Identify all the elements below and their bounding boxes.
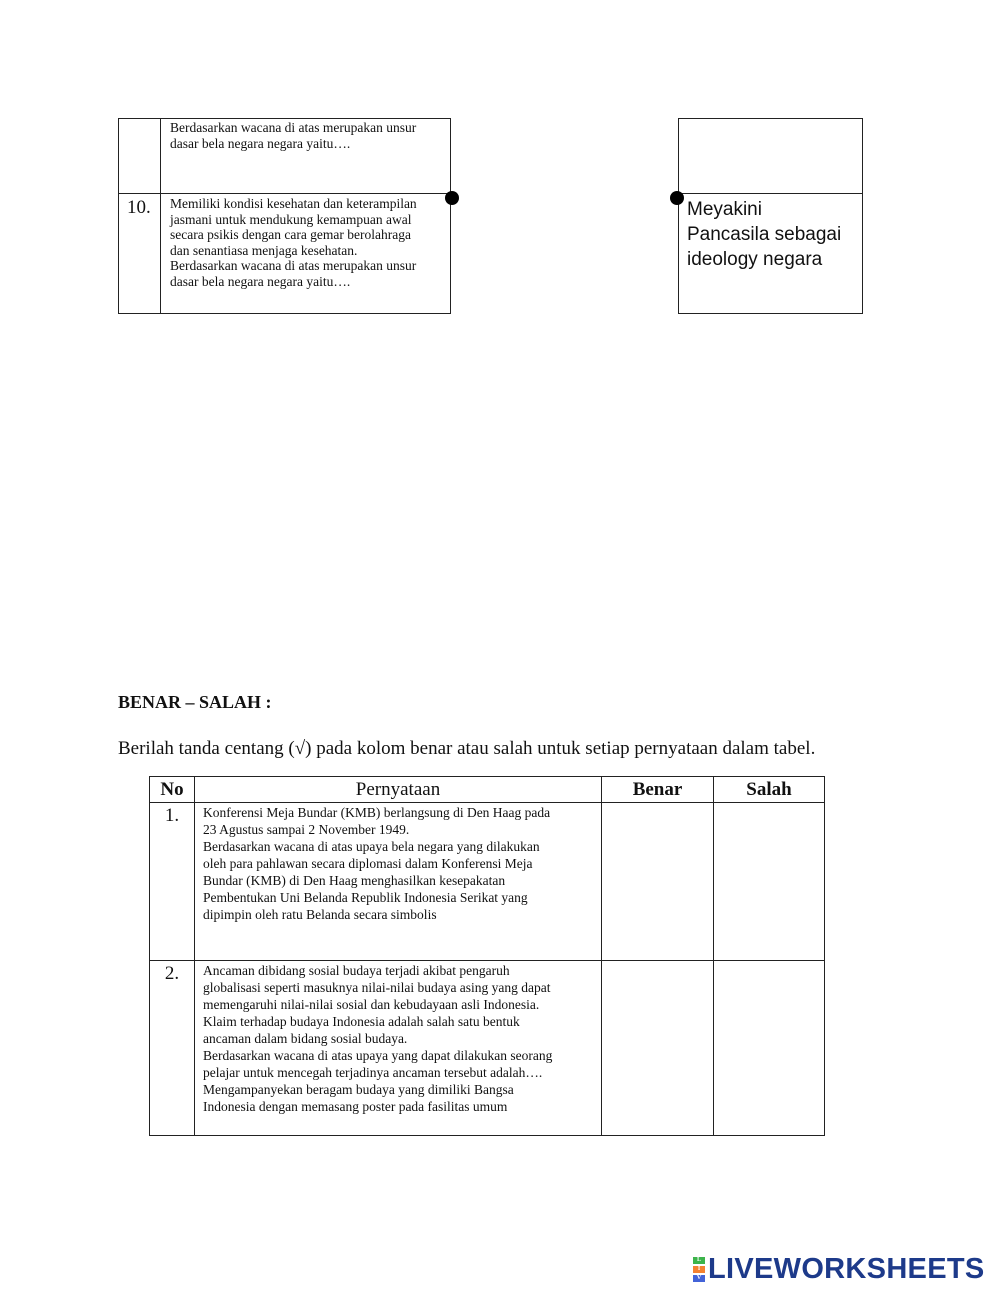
- row2-statement: Ancaman dibidang sosial budaya terjadi akibat pengaruh globalisasi seperti masuknya nilai-nilai budaya asing yang dapat memengaruhi nilai-nilai sosial dan kebudayaan asli Indonesia. Klaim terhadap budaya Indonesia adalah salah satu bentuk ancaman dalam bidang sosial budaya. Berdasarkan wacana di atas upaya yang dapat dilakukan seorang pelajar untuk mencegah terjadinya ancaman tersebut adalah…. Mengampanyekan beragam budaya yang dimiliki Bangsa Indonesia dengan memasang poster pada fasilitas umum: [195, 961, 602, 1136]
- matching-right-dot-10[interactable]: [670, 191, 684, 205]
- benar-salah-table: [149, 776, 825, 1136]
- header-salah: Salah: [714, 777, 825, 803]
- header-statement: Pernyataan: [195, 777, 602, 803]
- matching-row9-question-cell: [160, 118, 451, 194]
- row2-benar-checkbox[interactable]: [602, 961, 714, 1136]
- matching-row10-number-cell: [118, 193, 161, 314]
- row2-number: 2.: [150, 961, 195, 1136]
- row2-salah-checkbox[interactable]: [714, 961, 825, 1136]
- row1-number: 1.: [150, 803, 195, 961]
- matching-row9-number-cell: [118, 118, 161, 194]
- matching-row9-text: Berdasarkan wacana di atas merupakan unsur dasar bela negara negara yaitu….: [170, 120, 417, 151]
- matching-answer10-text: Meyakini Pancasila sebagai ideology negara: [687, 199, 842, 270]
- header-no: No: [150, 777, 195, 803]
- benar-salah-instruction: Berilah tanda centang (√) pada kolom benar atau salah untuk setiap pernyataan dalam tabel.: [118, 738, 816, 759]
- matching-row10-number: 10.: [127, 197, 151, 218]
- row1-salah-checkbox[interactable]: [714, 803, 825, 961]
- logo-icon-letter-v: V: [693, 1275, 705, 1282]
- liveworksheets-logo-icon: [693, 1257, 707, 1283]
- liveworksheets-logo: LIVEWORKSHEETS: [708, 1253, 985, 1285]
- matching-row9-answer-box: [678, 118, 863, 194]
- matching-left-dot-10[interactable]: [445, 191, 459, 205]
- benar-salah-heading: BENAR – SALAH :: [118, 692, 272, 712]
- matching-answer10-box[interactable]: [678, 193, 863, 314]
- logo-icon-letter-l: L: [693, 1257, 705, 1264]
- logo-icon-letter-i: I: [693, 1266, 705, 1273]
- row1-statement: Konferensi Meja Bundar (KMB) berlangsung di Den Haag pada 23 Agustus sampai 2 November 1949. Berdasarkan wacana di atas upaya bela negara yang dilakukan oleh para pahlawan secara diplomasi dalam Konferensi Meja Bundar (KMB) di Den Haag menghasilkan kesepakatan Pembentukan Uni Belanda Republik Indonesia Serikat yang dipimpin oleh ratu Belanda secara simbolis: [195, 803, 602, 961]
- matching-row10-text: Memiliki kondisi kesehatan dan keterampilan jasmani untuk mendukung kemampuan awal secara psikis dengan cara gemar berolahraga dan senantiasa menjaga kesehatan. Berdasarkan wacana di atas merupakan unsur dasar bela negara negara yaitu….: [170, 196, 417, 289]
- header-benar: Benar: [602, 777, 714, 803]
- matching-row10-question-cell: [160, 193, 451, 314]
- row1-benar-checkbox[interactable]: [602, 803, 714, 961]
